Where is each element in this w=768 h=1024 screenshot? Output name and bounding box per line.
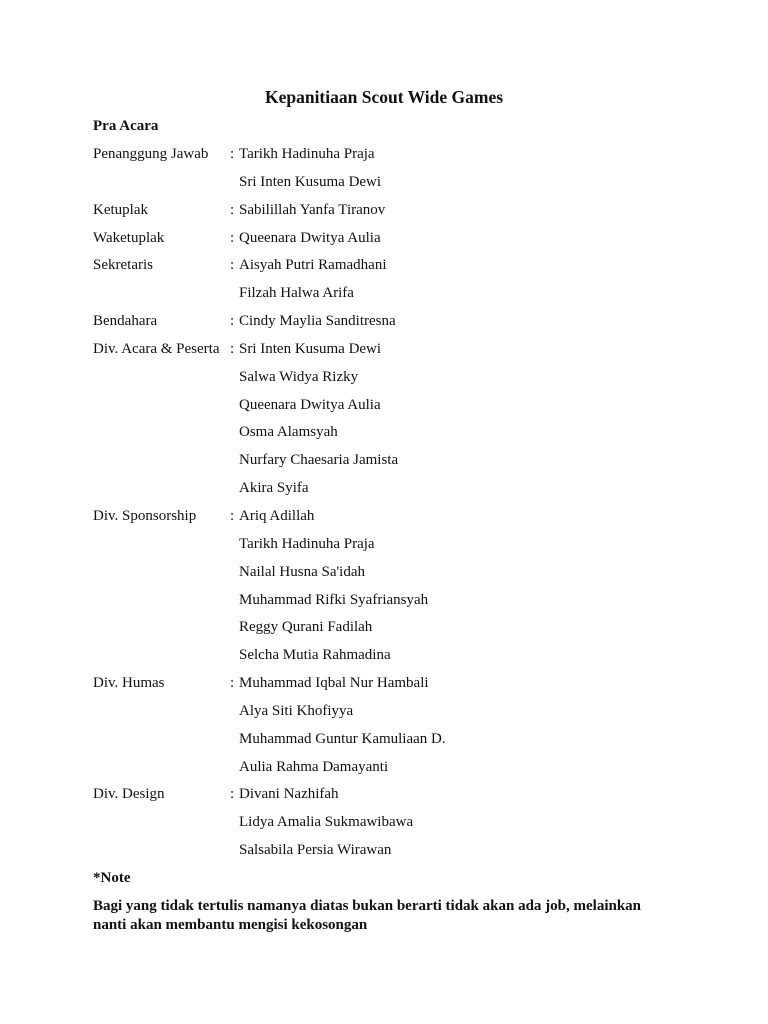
- member-name: Akira Syifa: [239, 480, 309, 497]
- role-label: Div. Sponsorship: [93, 507, 197, 524]
- role-colon: :: [230, 201, 235, 218]
- role-label: Bendahara: [93, 313, 158, 330]
- member-name: Cindy Maylia Sanditresna: [239, 313, 396, 330]
- committee-row: [93, 590, 693, 618]
- committee-row: [93, 283, 693, 311]
- committee-row: [93, 562, 693, 590]
- member-name: Lidya Amalia Sukmawibawa: [239, 814, 414, 831]
- section-heading: Pra Acara: [93, 118, 159, 134]
- note-body: [93, 897, 693, 935]
- member-name: Selcha Mutia Rahmadina: [239, 647, 391, 664]
- committee-row: [93, 339, 693, 367]
- member-name: Aisyah Putri Ramadhani: [239, 257, 387, 274]
- member-name: Reggy Qurani Fadilah: [239, 619, 373, 636]
- committee-row: [93, 395, 693, 423]
- committee-row: [93, 645, 693, 673]
- committee-row: [93, 784, 693, 812]
- role-label: Waketuplak: [93, 229, 165, 246]
- committee-row: [93, 200, 693, 228]
- role-label: Sekretaris: [93, 257, 153, 274]
- committee-row: [93, 729, 693, 757]
- committee-row: [93, 311, 693, 339]
- member-name: Aulia Rahma Damayanti: [239, 758, 389, 775]
- committee-row: [93, 367, 693, 395]
- committee-row: [93, 478, 693, 506]
- note-heading: *Note: [93, 870, 131, 886]
- role-colon: :: [230, 675, 235, 692]
- member-name: Muhammad Rifki Syafriansyah: [239, 591, 429, 608]
- member-name: Tarikh Hadinuha Praja: [239, 146, 375, 162]
- committee-row: [93, 172, 693, 200]
- role-colon: :: [230, 786, 235, 803]
- member-name: Sri Inten Kusuma Dewi: [239, 173, 382, 190]
- role-colon: :: [230, 507, 235, 524]
- role-label: Div. Acara & Peserta: [93, 340, 220, 357]
- member-name: Queenara Dwitya Aulia: [239, 396, 381, 413]
- member-name: Filzah Halwa Arifa: [239, 285, 354, 302]
- committee-list: [93, 144, 693, 868]
- committee-row: [93, 534, 693, 562]
- member-name: Salwa Widya Rizky: [239, 368, 359, 385]
- committee-row: [93, 673, 693, 701]
- role-colon: :: [230, 313, 235, 330]
- committee-row: [93, 840, 693, 868]
- committee-row: [93, 757, 693, 785]
- member-name: Muhammad Iqbal Nur Hambali: [239, 675, 429, 692]
- role-colon: :: [230, 146, 235, 162]
- member-name: Sabilillah Yanfa Tiranov: [239, 201, 386, 218]
- member-name: Alya Siti Khofiyya: [239, 702, 354, 719]
- committee-row: [93, 255, 693, 283]
- committee-row: [93, 422, 693, 450]
- note-line: nanti akan membantu mengisi kekosongan: [93, 917, 368, 933]
- committee-row: [93, 617, 693, 645]
- document-title: Kepanitiaan Scout Wide Games: [264, 87, 504, 107]
- role-colon: :: [230, 229, 235, 246]
- role-label: Penanggung Jawab: [93, 146, 209, 162]
- role-colon: :: [230, 257, 235, 274]
- note-line: Bagi yang tidak tertulis namanya diatas bukan berarti tidak akan ada job, melainkan: [93, 898, 642, 914]
- committee-row: [93, 144, 693, 172]
- role-label: Div. Design: [93, 786, 165, 803]
- member-name: Salsabila Persia Wirawan: [239, 842, 392, 859]
- committee-row: [93, 450, 693, 478]
- committee-row: [93, 812, 693, 840]
- role-colon: :: [230, 340, 235, 357]
- role-label: Div. Humas: [93, 675, 165, 692]
- committee-row: [93, 506, 693, 534]
- member-name: Ariq Adillah: [239, 507, 315, 524]
- member-name: Nurfary Chaesaria Jamista: [239, 452, 399, 469]
- member-name: Tarikh Hadinuha Praja: [239, 535, 375, 552]
- member-name: Sri Inten Kusuma Dewi: [239, 340, 382, 357]
- member-name: Queenara Dwitya Aulia: [239, 229, 381, 246]
- member-name: Muhammad Guntur Kamuliaan D.: [239, 730, 446, 747]
- member-name: Divani Nazhifah: [239, 786, 339, 803]
- member-name: Nailal Husna Sa'idah: [239, 563, 366, 580]
- role-label: Ketuplak: [93, 201, 148, 218]
- member-name: Osma Alamsyah: [239, 424, 338, 441]
- committee-row: [93, 228, 693, 256]
- committee-row: [93, 701, 693, 729]
